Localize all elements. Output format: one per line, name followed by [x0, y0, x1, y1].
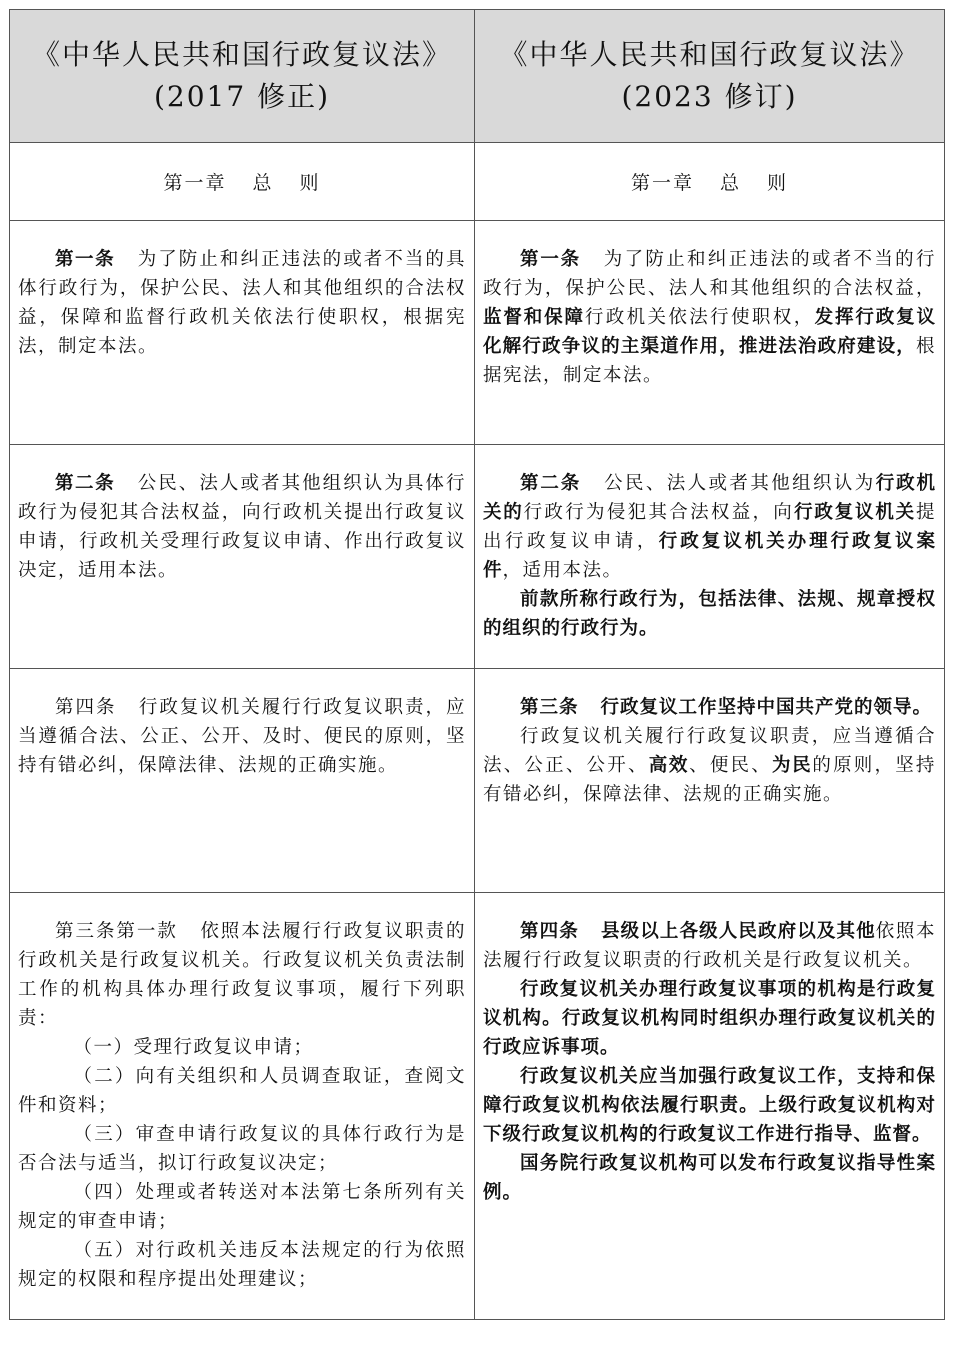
- article-right-4: [475, 893, 945, 1320]
- article-number: 第三条: [520, 697, 579, 718]
- header-left: [10, 10, 475, 143]
- article-number: 第一条: [55, 249, 116, 270]
- article-row-2: [10, 445, 945, 669]
- article-text: 公民、法人或者其他组织认为具体行政行为侵犯其合法权益，向行政机关提出行政复议申请，行政机关受理行政复议申请、作出行政复议决定，适用本法。: [18, 473, 466, 581]
- chapter-right: [475, 143, 945, 221]
- list-item: （二）向有关组织和人员调查取证，查阅文件和资料；: [18, 1066, 466, 1116]
- header-right: [475, 10, 945, 143]
- article-row-3: [10, 669, 945, 893]
- article-row-1: [10, 221, 945, 445]
- article-text: 、便民、: [689, 755, 772, 776]
- article-text: ，适用本法。: [502, 560, 623, 581]
- article-text: 为了防止和纠正违法的或者不当的具体行政行为，保护公民、法人和其他组织的合法权益，保障和监督行政机关依法行使职权，根据宪法，制定本法。: [18, 249, 466, 357]
- article-left-3: [10, 669, 475, 893]
- list-item: （五）对行政机关违反本法规定的行为依照规定的权限和程序提出处理建议；: [18, 1240, 466, 1290]
- article-number: 第四条: [520, 921, 579, 942]
- article-number: 第四条: [55, 697, 117, 718]
- article-text: 行政行为侵犯其合法权益，向: [523, 502, 795, 523]
- article-left-4: [10, 893, 475, 1320]
- header-right-edition: (2023 修订): [621, 80, 798, 113]
- header-right-title: 《中华人民共和国行政复议法》: [499, 38, 920, 71]
- article-text: 的原则，坚持有错必纠，保障法律、法规的正确实施。: [483, 755, 936, 805]
- chapter-left-number: 第一章: [163, 172, 227, 194]
- article-right-1: [475, 221, 945, 445]
- chapter-left-word2: 则: [299, 172, 321, 194]
- list-item: （四）处理或者转送对本法第七条所列有关规定的审查申请；: [18, 1182, 466, 1232]
- chapter-left-word1: 总: [252, 172, 274, 194]
- article-text: 行政机关依法行使职权，: [584, 307, 815, 328]
- chapter-row: [10, 143, 945, 221]
- article-row-4: [10, 893, 945, 1320]
- article-number: 第三条第一款: [55, 921, 178, 942]
- article-text: 公民、法人或者其他组织认为: [603, 473, 876, 494]
- comparison-table: [9, 9, 945, 1320]
- article-left-2: [10, 445, 475, 669]
- chapter-right-word2: 则: [767, 172, 789, 194]
- chapter-right-number: 第一章: [630, 172, 694, 194]
- list-item: （三）审查申请行政复议的具体行政行为是否合法与适当，拟订行政复议决定；: [18, 1124, 466, 1174]
- amended-text: 行政复议机关办理行政复议案件: [483, 531, 936, 581]
- chapter-right-word1: 总: [719, 172, 741, 194]
- article-text: 提出行政复议申请，: [483, 502, 936, 552]
- article-left-1: [10, 221, 475, 445]
- amended-text: 为民: [771, 755, 813, 776]
- article-number: 第二条: [55, 473, 116, 494]
- article-text: 为了防止和纠正违法的或者不当的行政行为，保护公民、法人和其他组织的合法权益，: [483, 249, 936, 299]
- article-text: 行政复议机关履行行政复议职责，应当遵循合法、公正、公开、及时、便民的原则，坚持有错必纠，保障法律、法规的正确实施。: [18, 697, 466, 776]
- article-text: 根据宪法，制定本法。: [483, 336, 936, 386]
- article-number: 第二条: [520, 473, 582, 494]
- header-row: [10, 10, 945, 143]
- article-right-3: [475, 669, 945, 893]
- article-right-2: [475, 445, 945, 669]
- article-text: 依照本法履行行政复议职责的行政机关是行政复议机关。: [483, 921, 936, 971]
- amended-text: 监督和保障: [483, 307, 585, 328]
- chapter-left: [10, 143, 475, 221]
- amended-paragraph: 前款所称行政行为，包括法律、法规、规章授权的组织的行政行为。: [483, 589, 936, 639]
- header-left-title: 《中华人民共和国行政复议法》: [31, 38, 452, 71]
- header-left-edition: (2017 修正): [153, 80, 330, 113]
- amended-paragraph: 行政复议机关办理行政复议事项的机构是行政复议机构。行政复议机构同时组织办理行政复议机关的行政应诉事项。: [483, 979, 936, 1058]
- amended-text: 行政复议机关: [794, 502, 916, 523]
- article-text: 依照本法履行行政复议职责的行政机关是行政复议机关。行政复议机关负责法制工作的机构具体办理行政复议事项，履行下列职责：: [18, 921, 466, 1029]
- amended-text: 行政机关的: [483, 473, 936, 523]
- amended-text: 高效: [648, 755, 690, 776]
- amended-paragraph: 国务院行政复议机构可以发布行政复议指导性案例。: [483, 1153, 936, 1203]
- article-text: 行政复议机关履行行政复议职责，应当遵循合法、公正、公开、: [483, 726, 936, 776]
- article-number: 第一条: [520, 249, 581, 270]
- amended-text: 行政复议工作坚持中国共产党的领导。: [600, 697, 933, 718]
- amended-text: 发挥行政复议化解行政争议的主渠道作用，推进法治政府建设，: [483, 307, 936, 357]
- amended-text: 县级以上各级人民政府以及其他: [600, 921, 876, 942]
- amended-paragraph: 行政复议机关应当加强行政复议工作，支持和保障行政复议机构依法履行职责。上级行政复议机构对下级行政复议机构的行政复议工作进行指导、监督。: [483, 1066, 936, 1145]
- list-item: （一）受理行政复议申请；: [73, 1037, 314, 1058]
